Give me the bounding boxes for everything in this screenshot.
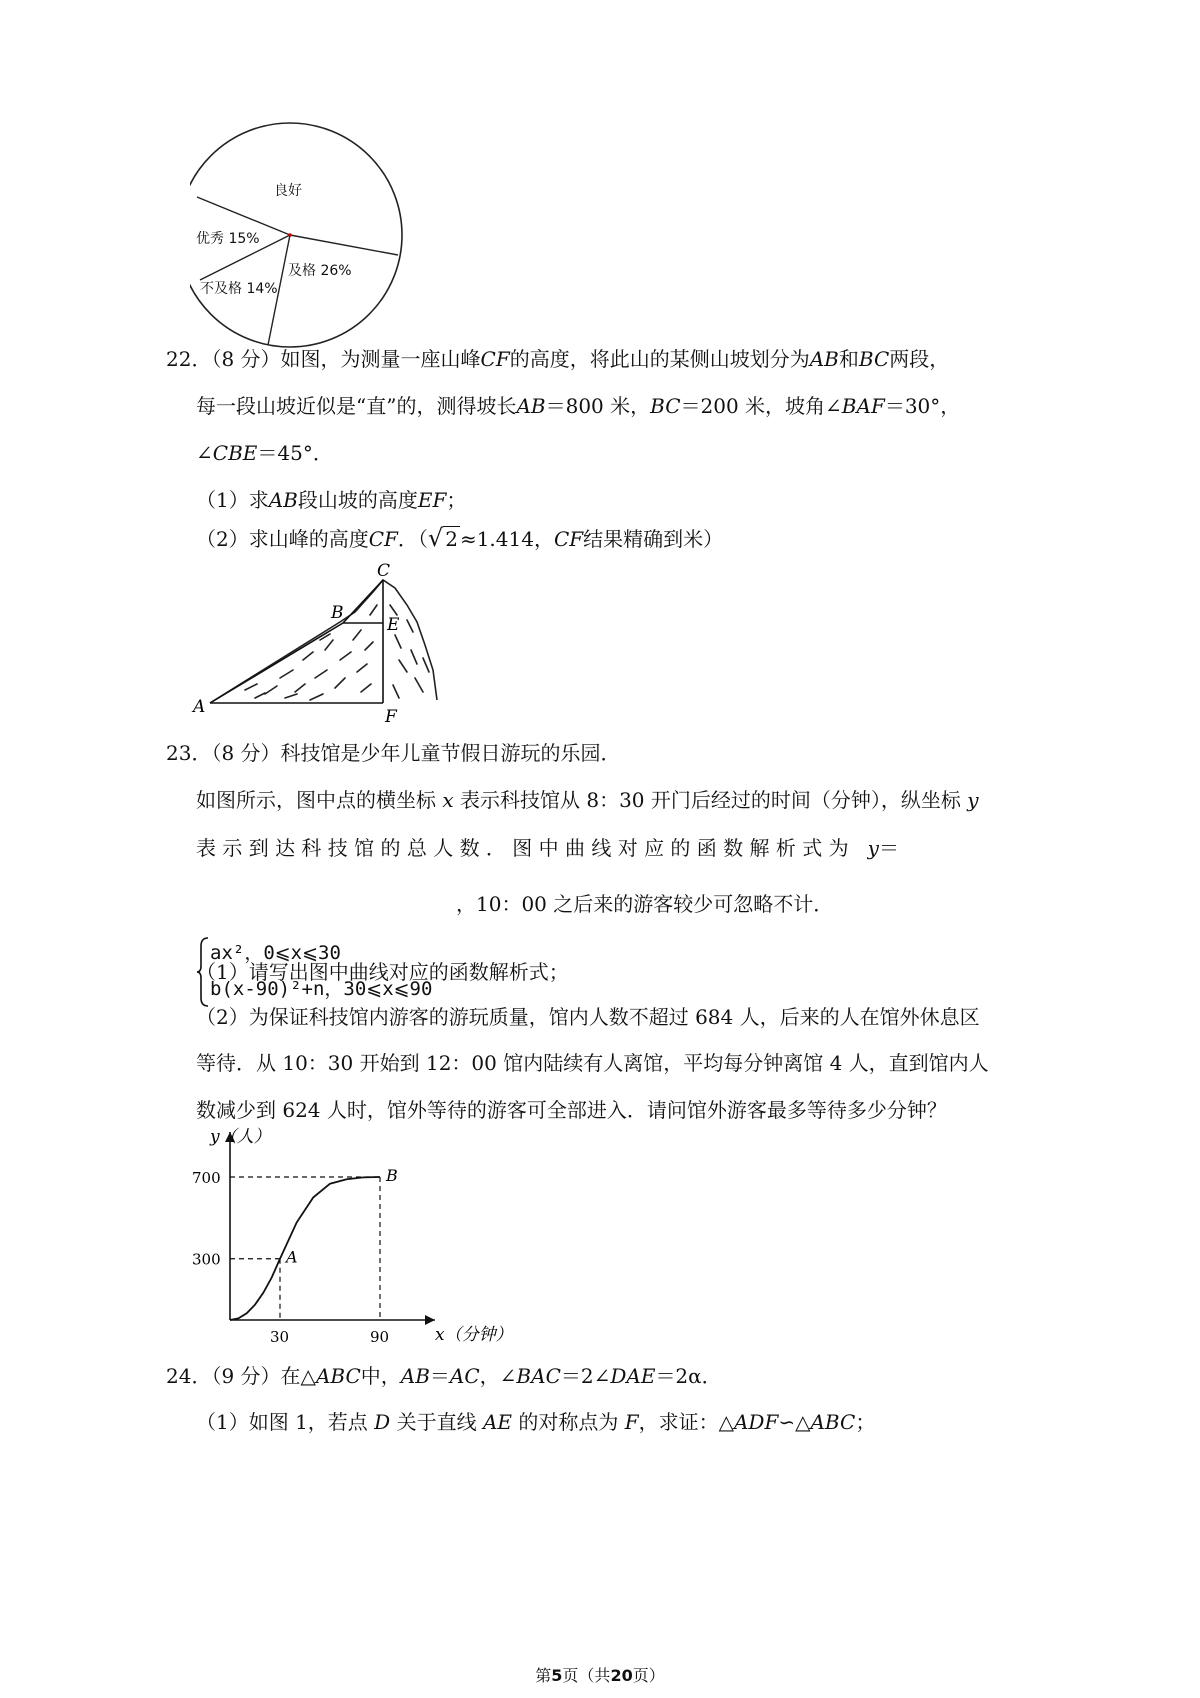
q23-text: 表示科技馆从 8：30 开门后经过的时间（分钟），纵坐标 — [460, 788, 961, 812]
piece-2: b(x-90)²+n，30⩽x⩽90 — [210, 978, 433, 1000]
label-e: E — [387, 615, 400, 635]
q22-text: 两段， — [889, 347, 950, 371]
q22-var: CF — [368, 527, 398, 551]
segment-ab — [210, 623, 343, 703]
q23-score: （8 分） — [211, 741, 281, 765]
point-label-b: B — [386, 1166, 398, 1185]
q23-text: 表 示 到 达 科 技 馆 的 总 人 数 ． 图 中 曲 线 对 应 的 函 数 解 析 式 为 — [196, 836, 849, 860]
label-c: C — [377, 561, 391, 581]
q24-text: 的对称点为 — [518, 1410, 619, 1434]
q22-part2 — [196, 524, 723, 553]
q24-score: （9 分） — [211, 1364, 281, 1388]
q24-text: 关于直线 — [396, 1410, 477, 1434]
y-axis-label: y（人） — [210, 1127, 271, 1147]
q22-var: BAF — [841, 394, 885, 418]
q22-score: （8 分） — [211, 347, 281, 371]
q23-part1: （1）请写出图中曲线对应的函数解析式； — [196, 960, 569, 984]
sqrt-radicand: 2 — [445, 527, 458, 551]
q24-text: （1）如图 1，若点 — [196, 1410, 368, 1434]
q24-text: 在△ — [280, 1364, 316, 1388]
q23-title: 科技馆是少年儿童节假日游玩的乐园． — [280, 741, 621, 765]
q24-text: 中， — [360, 1364, 401, 1388]
q22-text: 结果精确到米） — [583, 527, 724, 551]
q22-line2 — [196, 392, 960, 420]
q22-text: 和 — [838, 347, 859, 371]
q22-var: AB — [268, 488, 298, 512]
q24-text: ∽△ — [778, 1410, 811, 1434]
q23-title-line — [166, 739, 621, 767]
page-footer — [0, 1663, 1200, 1686]
q22-var: AB — [516, 394, 546, 418]
x-tick-label: 30 — [270, 1328, 290, 1346]
q22-text: （1）求 — [196, 488, 269, 512]
pie-divider-pass — [290, 235, 398, 255]
q24-var: ADF — [733, 1410, 779, 1434]
q22-text: ≈1.414， — [459, 527, 554, 551]
segment-bc — [343, 580, 383, 623]
pie-label-pass: 及格 26% — [288, 263, 352, 279]
footer-total-pages: 20 — [610, 1666, 633, 1685]
label-a: A — [193, 697, 206, 717]
q24-var: DAE — [610, 1364, 656, 1388]
q24-var: AE — [482, 1410, 512, 1434]
q22-var: EF — [417, 488, 447, 512]
pie-divider-excellent-top — [197, 197, 290, 235]
q22-text: 如图，为测量一座山峰 — [280, 347, 481, 371]
x-axis-arrow — [425, 1315, 435, 1325]
q24-text: ，∠ — [479, 1364, 517, 1388]
label-b: B — [331, 603, 344, 623]
curve-series — [230, 1177, 380, 1320]
q24-text: ＝2α． — [655, 1364, 722, 1388]
q22-var: AB — [809, 347, 839, 371]
q22-text: ； — [446, 488, 467, 512]
q24-var: BAC — [516, 1364, 561, 1388]
q22-part1 — [196, 486, 466, 514]
q24-var: AB — [400, 1364, 430, 1388]
q22-text: 段山坡的高度 — [297, 488, 418, 512]
q24-text: ，求证：△ — [638, 1410, 734, 1434]
q23-part2-line1: （2）为保证科技馆内游客的游玩质量，馆内人数不超过 684 人，后来的人在馆外休息区 — [196, 1005, 980, 1029]
q24-text: ＝ — [429, 1364, 450, 1388]
pie-label-fail: 不及格 14% — [200, 281, 278, 297]
mountain-outline — [210, 580, 437, 703]
q24-var: ABC — [810, 1410, 856, 1434]
point-label-a: A — [286, 1247, 298, 1267]
pie-label-good: 良好 — [274, 183, 302, 199]
q23-line1 — [196, 786, 979, 814]
q23-text: 如图所示，图中点的横坐标 — [196, 788, 436, 812]
q23-after-brace: ，10：00 之后来的游客较少可忽略不计． — [456, 892, 834, 916]
x-tick-label: 90 — [370, 1328, 390, 1346]
q23-part2-line2: 等待．从 10：30 开始到 12：00 馆内陆续有人离馆，平均每分钟离馆 4 人，直到馆内人 — [196, 1051, 989, 1075]
q24-text: ＝2∠ — [560, 1364, 611, 1388]
pie-center — [288, 233, 292, 237]
q24-line1 — [166, 1362, 722, 1390]
sqrt-symbol: √ — [427, 524, 444, 552]
x-axis-label: x（分钟） — [435, 1325, 513, 1345]
q24-part1 — [196, 1408, 875, 1436]
footer-page-number: 5 — [551, 1666, 563, 1685]
visitor-count-graph — [185, 1120, 525, 1350]
q23-var: x — [442, 788, 454, 812]
q22-text: ＝45°． — [257, 441, 333, 465]
q23-line2 — [196, 834, 899, 862]
q24-number: 24． — [166, 1364, 212, 1388]
q22-text: （2）求山峰的高度 — [196, 527, 369, 551]
q22-text: ＝30°， — [884, 394, 961, 418]
label-f: F — [385, 707, 397, 725]
pie-label-excellent: 优秀 15% — [196, 231, 260, 247]
q22-var: CF — [553, 527, 584, 551]
footer-text: 页） — [632, 1666, 665, 1685]
q22-var: CF — [480, 347, 510, 371]
q22-text: 的高度，将此山的某侧山坡划分为 — [509, 347, 810, 371]
q23-var: y — [967, 788, 979, 812]
q23-text: ＝ — [878, 836, 899, 860]
mountain-figure — [185, 560, 455, 725]
q22-text: ∠ — [196, 441, 213, 465]
q22-line3 — [196, 439, 333, 467]
pie-chart-figure — [190, 115, 420, 350]
q23-var: y — [867, 836, 879, 860]
q24-var: D — [374, 1410, 391, 1434]
q24-text: ； — [855, 1410, 876, 1434]
q22-number: 22． — [166, 347, 212, 371]
q22-line1 — [166, 345, 949, 373]
footer-text: 页（共 — [562, 1666, 611, 1685]
y-tick-label: 300 — [192, 1250, 221, 1269]
q22-text: ＝800 米， — [545, 394, 651, 418]
q22-var: BC — [858, 347, 890, 371]
q22-text: ＝200 米，坡角∠ — [680, 394, 842, 418]
q22-var: BC — [650, 394, 681, 418]
footer-text: 第 — [535, 1666, 552, 1685]
q22-text: 每一段山坡近似是“直”的，测得坡长 — [196, 394, 517, 418]
piece-1: ax²，0⩽x⩽30 — [210, 942, 341, 964]
q23-part2-line3: 数减少到 624 人时，馆外等待的游客可全部进入．请问馆外游客最多等待多少分钟？ — [196, 1098, 947, 1122]
q22-var: CBE — [212, 441, 258, 465]
q24-var: AC — [449, 1364, 480, 1388]
q23-number: 23． — [166, 741, 212, 765]
q24-var: ABC — [315, 1364, 361, 1388]
q24-var: F — [624, 1410, 639, 1434]
q22-text: ．（ — [397, 527, 428, 551]
y-tick-label: 700 — [192, 1169, 221, 1187]
